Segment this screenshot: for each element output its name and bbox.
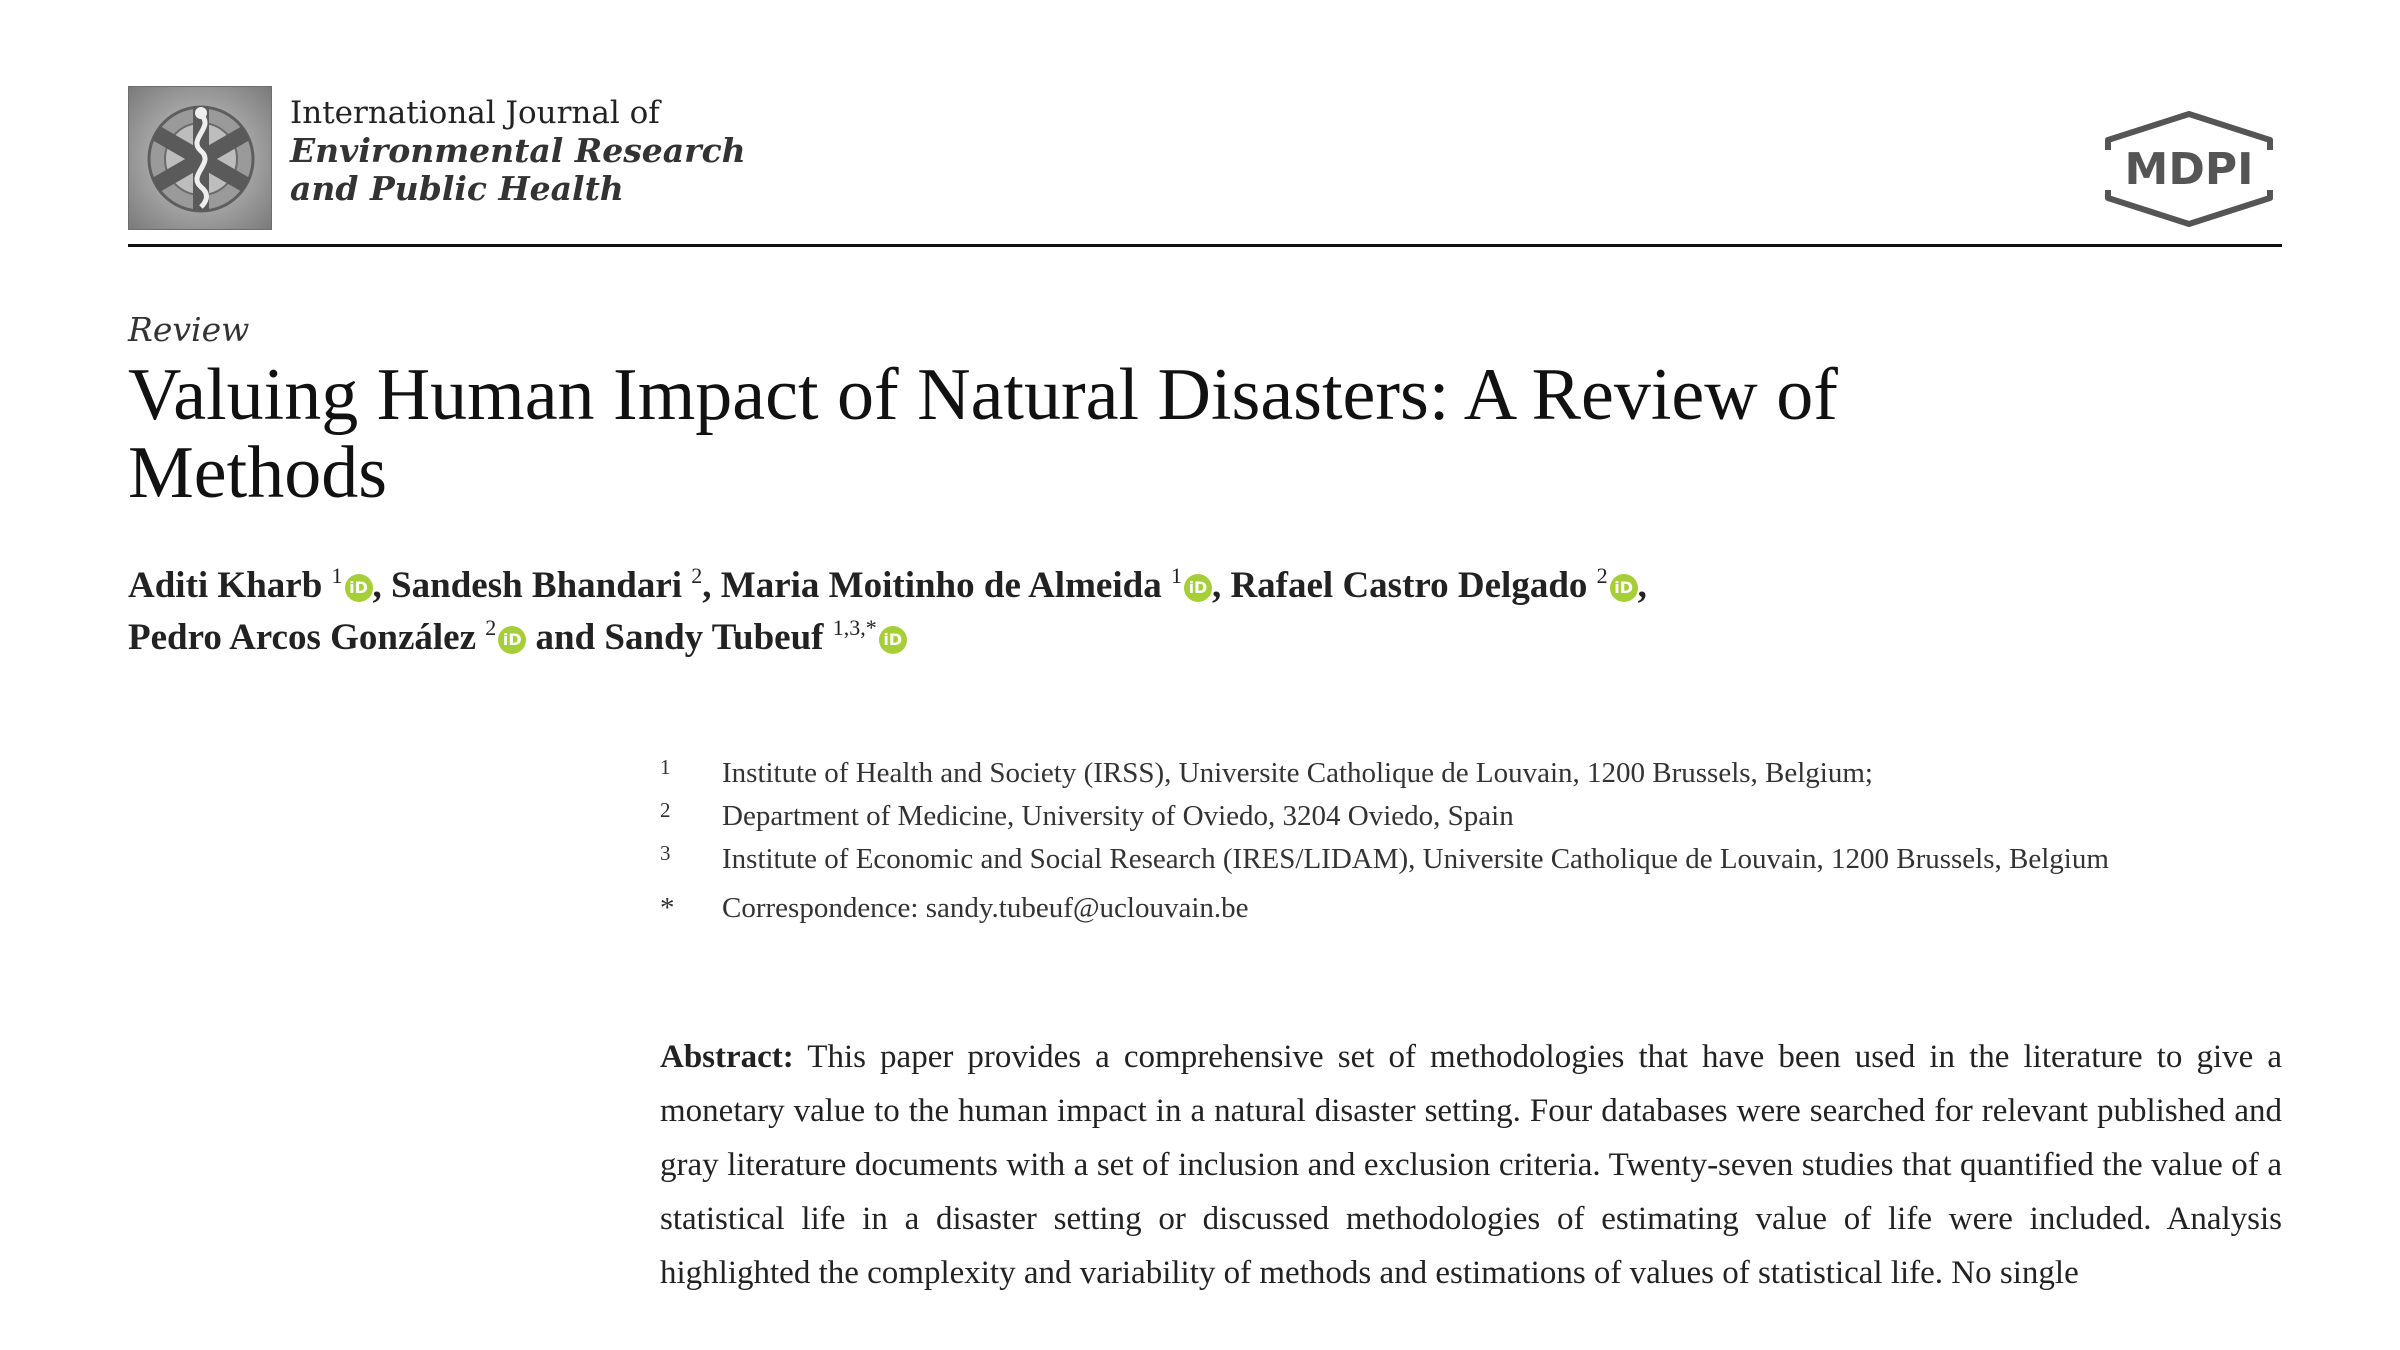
affiliation-item — [660, 752, 2140, 795]
affiliation-item — [660, 838, 2140, 881]
journal-name-line3: and Public Health — [290, 169, 624, 208]
journal-emblem-icon — [128, 86, 272, 230]
author-list — [128, 560, 2228, 664]
abstract-label: Abstract: — [660, 1039, 794, 1075]
author-separator: , — [702, 565, 721, 606]
publisher-name: MDPI — [2124, 144, 2254, 195]
orcid-icon[interactable]: iD — [1184, 574, 1212, 602]
author-name — [391, 565, 702, 606]
affiliation-number: 1 — [660, 755, 671, 779]
journal-name-line1: International Journal of — [290, 95, 660, 131]
author-name-text: Aditi Kharb — [128, 565, 323, 606]
author-name — [128, 617, 526, 658]
author-name — [1230, 565, 1637, 606]
mdpi-logo — [2098, 110, 2280, 228]
article-type: Review — [128, 310, 250, 349]
author-separator: , — [1211, 565, 1231, 606]
author-name-text: Rafael Castro Delgado — [1230, 565, 1588, 606]
affiliation-text: Department of Medicine, University of Oviedo, 3204 Oviedo, Spain — [722, 800, 1514, 832]
author-name-text: Sandy Tubeuf — [604, 617, 824, 658]
author-name-text: Maria Moitinho de Almeida — [720, 565, 1162, 606]
affiliation-text: Institute of Health and Society (IRSS), Universite Catholique de Louvain, 1200 Brussels, Belgium; — [722, 757, 1873, 789]
author-name — [604, 617, 906, 658]
affiliation-item — [660, 795, 2140, 838]
author-name — [721, 565, 1212, 606]
correspondence-text: Correspondence: sandy.tubeuf@uclouvain.be — [722, 892, 1249, 924]
author-affiliation-marker: 1 — [331, 563, 343, 588]
author-affiliation-marker: 2 — [1596, 563, 1608, 588]
journal-name — [290, 94, 850, 208]
author-name-text: Pedro Arcos González — [128, 617, 477, 658]
correspondence — [660, 887, 2140, 930]
author-name-text: Sandesh Bhandari — [391, 565, 683, 606]
header-divider — [128, 244, 2282, 247]
orcid-icon[interactable]: iD — [498, 626, 526, 654]
author-affiliation-marker: 1 — [1170, 563, 1182, 588]
author-affiliation-marker: 2 — [691, 563, 703, 588]
author-affiliation-marker: 1,3,* — [832, 615, 877, 640]
author-separator: , — [372, 565, 392, 606]
affiliation-text: Institute of Economic and Social Research (IRES/LIDAM), Universite Catholique de Louvain, 1200 Brussels, Belgium — [722, 843, 2109, 875]
author-name — [128, 565, 373, 606]
affiliation-number: 3 — [660, 841, 671, 865]
affiliation-list — [660, 752, 2140, 930]
orcid-icon[interactable]: iD — [345, 574, 373, 602]
abstract-text: This paper provides a comprehensive set of methodologies that have been used in the literature to give a monetary value to the human impact in a natural disaster setting. Four databases were searched for relevant published and gray literature documents with a set of inclusion and exclusion criteria. Twenty-seven studies that quantified the value of a statistical life in a disaster setting or discussed methodologies of estimating value of life were included. Analysis highlighted the complexity and variability of methods and estimations of values of statistical life. No single — [660, 1039, 2283, 1291]
author-separator: , — [1637, 565, 1647, 606]
author-separator: and — [526, 617, 605, 658]
orcid-icon[interactable]: iD — [879, 626, 907, 654]
orcid-icon[interactable]: iD — [1610, 574, 1638, 602]
correspondence-marker: * — [660, 892, 675, 924]
journal-name-line2: Environmental Research — [290, 131, 746, 170]
affiliation-number: 2 — [660, 798, 671, 822]
abstract — [660, 1030, 2282, 1300]
author-affiliation-marker: 2 — [485, 615, 497, 640]
article-title: Valuing Human Impact of Natural Disasters: A Review of Methods — [128, 354, 1838, 514]
